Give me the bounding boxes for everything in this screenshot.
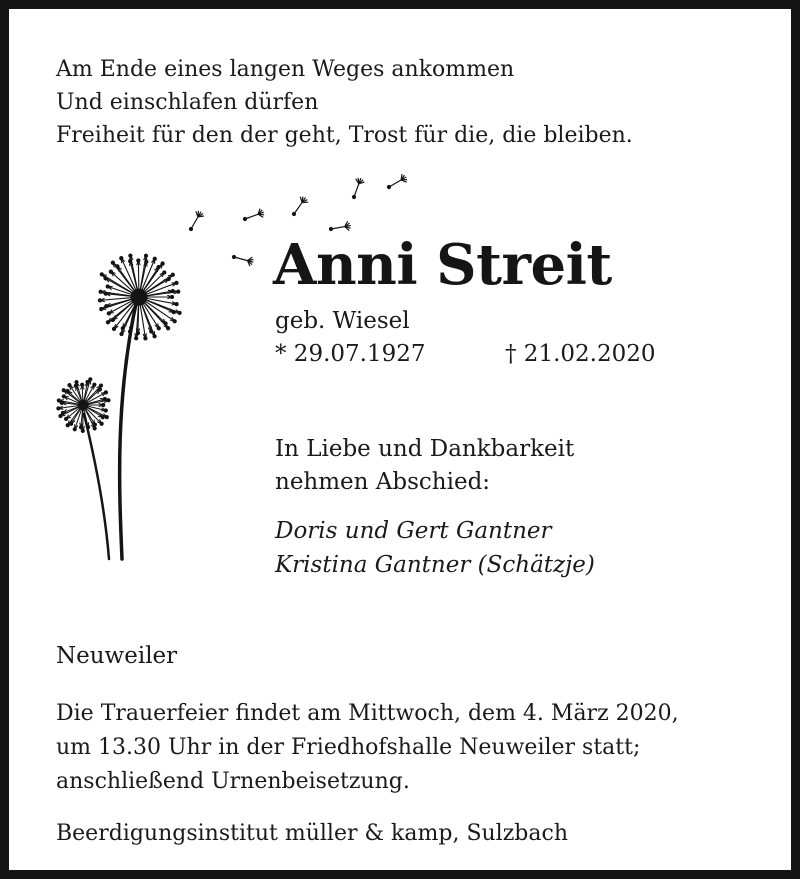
birth-date: * 29.07.1927 [275, 341, 426, 367]
death-date: † 21.02.2020 [505, 341, 656, 367]
farewell-line: nehmen Abschied: [275, 469, 491, 495]
poem-line: Am Ende eines langen Weges ankommen [56, 57, 515, 82]
place-name: Neuweiler [56, 643, 178, 669]
ceremony-line: anschließend Urnenbeisetzung. [56, 769, 410, 794]
ceremony-details [56, 697, 679, 799]
ceremony-line: um 13.30 Uhr in der Friedhofshalle Neuweiler statt; [56, 735, 641, 760]
poem-line: Und einschlafen dürfen [56, 90, 319, 115]
mourners-list [275, 514, 595, 582]
poem [56, 53, 633, 152]
deceased-name: Anni Streit [273, 232, 612, 298]
life-dates [275, 339, 695, 369]
maiden-name: geb. Wiesel [275, 308, 410, 334]
mourner-name: Kristina Gantner (Schätzje) [275, 552, 595, 578]
ceremony-line: Die Trauerfeier findet am Mittwoch, dem 4. März 2020, [56, 701, 679, 726]
poem-line: Freiheit für den der geht, Trost für die, die bleiben. [56, 123, 633, 148]
mourner-name: Doris und Gert Gantner [275, 518, 552, 544]
undertaker-name: Beerdigungsinstitut müller & kamp, Sulzbach [56, 821, 568, 846]
farewell-text [275, 433, 574, 499]
farewell-line: In Liebe und Dankbarkeit [275, 436, 575, 462]
